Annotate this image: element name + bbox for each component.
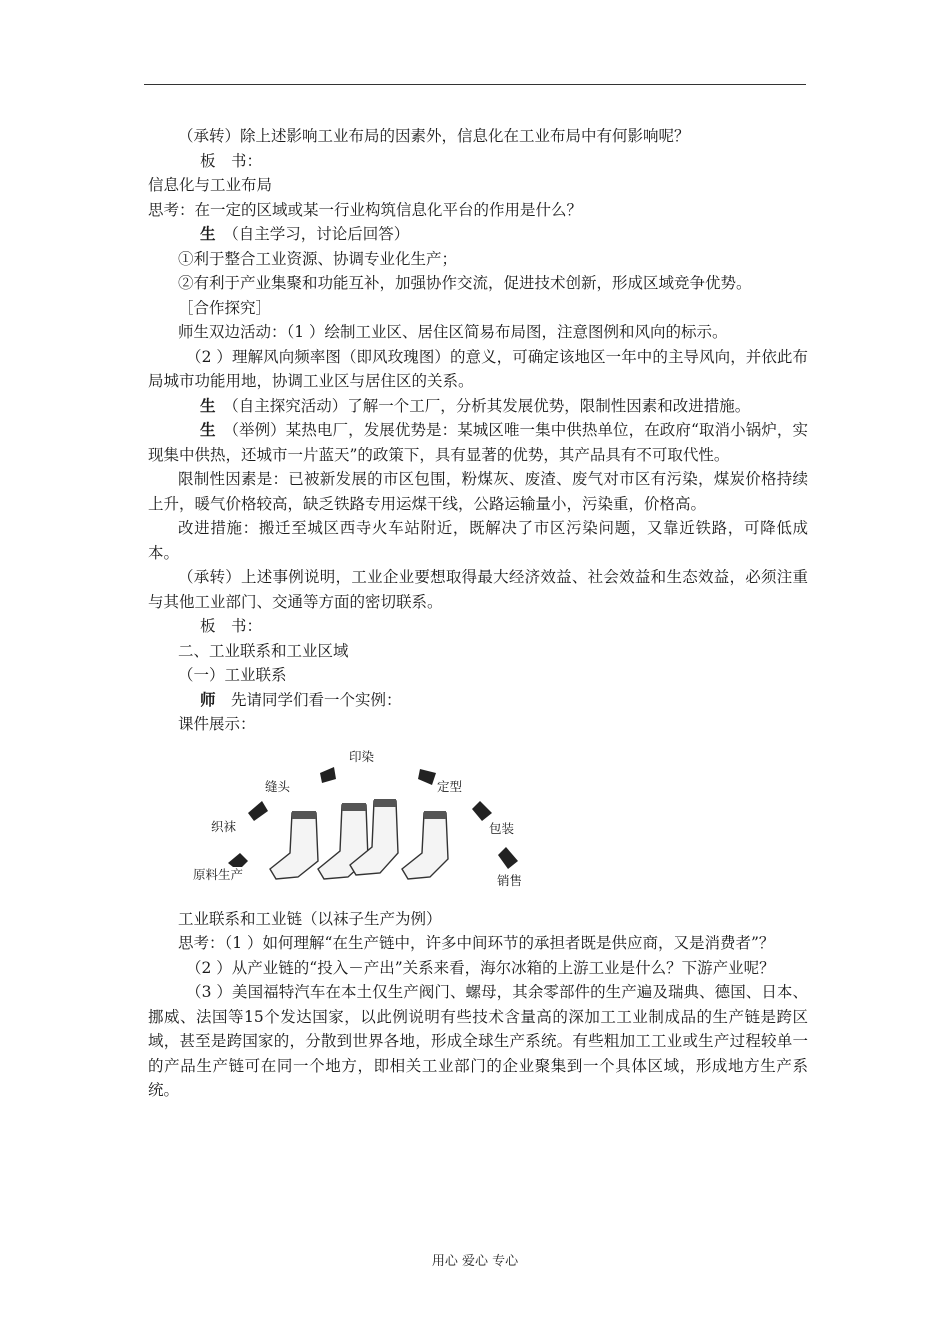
paragraph: 信息化与工业布局: [148, 176, 273, 194]
speaker-label: 师: [200, 690, 216, 709]
paragraph: ②有利于产业集聚和功能互补，加强协作交流，促进技术创新，形成区域竞争优势。: [178, 274, 752, 292]
paragraph-text: （举例）某热电厂，发展优势是：某城区唯一集中供热单位，在政府“取消小锅炉，实现集中供热，还城市一片蓝天”的政策下，具有显著的优势，其产品具有不可取代性。: [148, 421, 808, 464]
paragraph: [148, 418, 808, 467]
chain-step-label: 销售: [494, 873, 525, 889]
paragraph-text: （自主探究活动）了解一个工厂，分析其发展优势，限制性因素和改进措施。: [215, 396, 751, 415]
chain-step-label: 织袜: [208, 819, 239, 835]
speaker-label: 生: [200, 396, 216, 415]
figure-caption: 工业联系和工业链（以袜子生产为例）: [178, 909, 442, 928]
chain-step-label: 印染: [346, 749, 377, 765]
paragraph: （2 ）理解风向频率图（即风玫瑰图）的意义，可确定该地区一年中的主导风向，并依此布局城市功能用地，协调工业区与居住区的关系。: [148, 347, 808, 390]
chain-step-label: 定型: [434, 779, 465, 795]
arrow-icon: [472, 801, 492, 821]
section-heading: 二、工业联系和工业区域: [178, 641, 349, 660]
document-body: [148, 124, 808, 1103]
chain-step-label: 包装: [486, 821, 517, 837]
paragraph: [148, 688, 808, 713]
chain-step-label: 缝头: [262, 779, 293, 795]
paragraph: （2 ）从产业链的“投入－产出”关系来看，海尔冰箱的上游工业是什么？下游产业呢？: [186, 958, 775, 977]
subsection-heading: （一）工业联系: [178, 666, 287, 684]
paragraph: 限制性因素是：已被新发展的市区包围，粉煤灰、废渣、废气对市区有污染，煤炭价格持续上升，暖气价格较高，缺乏铁路专用运煤干线，公路运输量小，污染重，价格高。: [148, 470, 808, 513]
paragraph: 改进措施：搬迁至城区西寺火车站附近，既解决了市区污染问题，又靠近铁路，可降低成本。: [148, 519, 808, 562]
paragraph: 思考：在一定的区域或某一行业构筑信息化平台的作用是什么？: [148, 200, 583, 219]
arrow-icon: [498, 847, 518, 869]
paragraph: [148, 394, 808, 419]
paragraph: ［合作探究］: [178, 298, 272, 317]
speaker-label: 生: [200, 225, 216, 243]
sock-production-chain-figure: [188, 743, 548, 903]
page-footer: 用心 爱心 专心: [431, 1254, 519, 1269]
header-rule: [144, 84, 806, 85]
board-heading: 板 书：: [200, 617, 263, 635]
paragraph: ①利于整合工业资源、协调专业化生产；: [178, 249, 458, 268]
chain-step-label: 原料生产: [190, 867, 246, 883]
paragraph-text: （自主学习，讨论后回答）: [215, 225, 410, 243]
paragraph: 师生双边活动：（1 ）绘制工业区、居住区简易布局图，注意图例和风向的标示。: [178, 323, 728, 341]
arrow-icon: [320, 767, 336, 783]
paragraph: 课件展示：: [178, 715, 256, 733]
paragraph: （承转）上述事例说明，工业企业要想取得最大经济效益、社会效益和生态效益，必须注重与其他工业部门、交通等方面的密切联系。: [148, 568, 808, 611]
paragraph-text: 先请同学们看一个实例：: [215, 690, 402, 709]
speaker-label: 生: [200, 421, 216, 439]
board-heading: 板 书：: [200, 151, 263, 170]
sock-cuffs: [292, 799, 446, 819]
paragraph: （3 ）美国福特汽车在本土仅生产阀门、螺母，其余零部件的生产遍及瑞典、德国、日本、挪威、法国等15个发达国家，以此例说明有些技术含量高的深加工工业制成品的生产链是跨区域，甚至是跨国家的，分散到世界各地，形成全球生产系统。有些粗加工工业或生产过程较单一的产品生产链可在同一个地方，即相关工业部门的企业聚集到一个具体区域，形成地方生产系统。: [148, 983, 808, 1099]
paragraph: 思考：（1 ）如何理解“在生产链中，许多中间环节的承担者既是供应商，又是消费者”？: [178, 934, 775, 952]
arrow-icon: [248, 801, 268, 821]
paragraph: （承转）除上述影响工业布局的因素外，信息化在工业布局中有何影响呢？: [178, 127, 690, 145]
paragraph: [148, 222, 808, 247]
